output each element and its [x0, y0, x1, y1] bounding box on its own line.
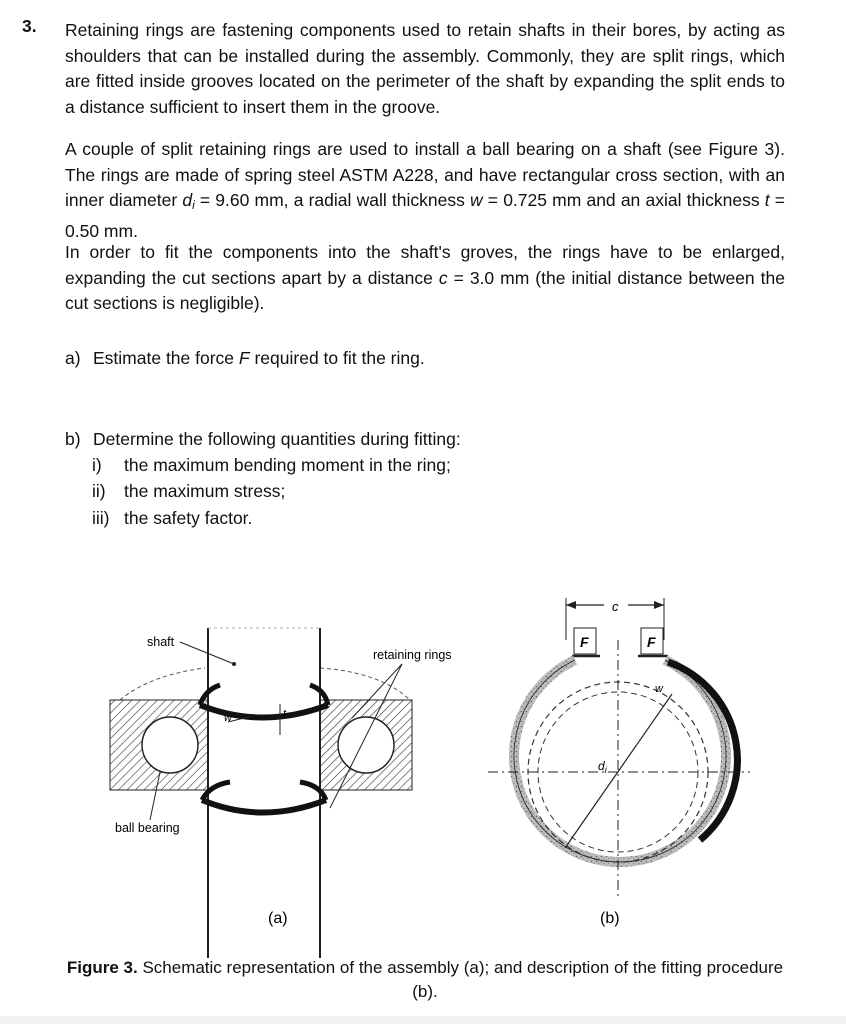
label-t: t [283, 708, 287, 720]
figure-3-schematic [0, 560, 846, 960]
ball-right [338, 717, 394, 773]
panel-b-label: (b) [600, 910, 620, 927]
page-bottom-edge [0, 1016, 846, 1024]
label-retaining-rings: retaining rings [373, 648, 452, 662]
panel-b-fitting [488, 598, 750, 927]
bearing-outline [120, 668, 205, 700]
shaft [208, 628, 320, 958]
figure-caption: Figure 3. Schematic representation of the assembly (a); and description of the fitting procedure (b). [66, 958, 784, 1001]
ball-left [142, 717, 198, 773]
panel-a-label: (a) [268, 910, 288, 927]
question-number: 3. [22, 16, 37, 36]
intro-paragraph: Retaining rings are fastening components used to retain shafts in their bores, by acting as shoulders that can be installed during the assembly. Commonly, they are split rings, which are fitted inside grooves located on the perimeter of the shaft by expanding the split ends to a distance sufficient to insert them in the groove. [65, 20, 785, 117]
question-b-item: ii) the maximum stress; [92, 481, 286, 501]
label-F-left: F [580, 634, 589, 650]
question-a: a) Estimate the force F required to fit the ring. [65, 348, 425, 368]
question-b-item: iii) the safety factor. [92, 508, 253, 528]
panel-a-assembly [110, 628, 452, 958]
label-ball-bearing: ball bearing [115, 821, 180, 835]
bearing-outline [320, 668, 410, 700]
label-di: $d_i$ [598, 759, 607, 775]
label-w-b: w [655, 683, 663, 695]
question-b: b) Determine the following quantities during fitting: [65, 429, 461, 449]
label-w: w [224, 712, 232, 724]
label-shaft: shaft [147, 635, 175, 649]
label-F-right: F [647, 634, 656, 650]
fitting-paragraph: In order to fit the components into the shaft's groves, the rings have to be enlarged, expanding the cut sections apart by a distance c = 3.0 mm (the initial distance between the cut sections is negligible). [65, 242, 785, 313]
label-c: c [612, 599, 619, 614]
question-b-item: i) the maximum bending moment in the ring; [92, 455, 451, 475]
ring-spec-paragraph: A couple of split retaining rings are used to install a ball bearing on a shaft (see Figure 3). The rings are made of spring steel ASTM A228, and have rectangular cross section, with an inner diameter $d_i = 9.60$ mm, a radial wall thickness w = 0.725 mm and an axial thickness t = 0.50 mm. [65, 139, 785, 241]
